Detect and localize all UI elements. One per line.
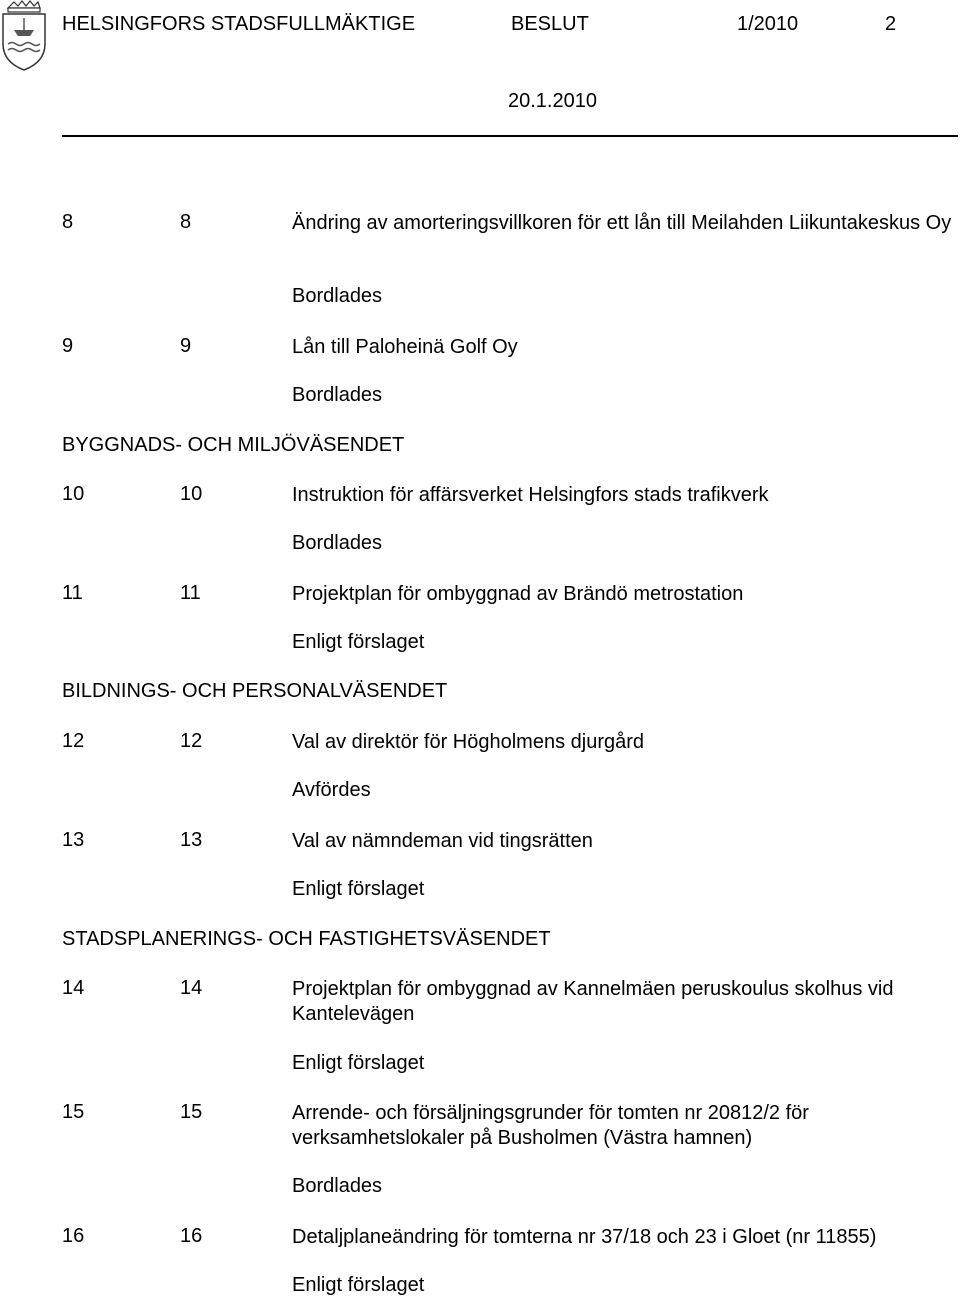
item-section-number: 12 [180,730,203,752]
item-decision: Enligt förslaget [292,1274,425,1296]
header-date: 20.1.2010 [508,90,597,112]
item-section-number: 10 [180,483,203,505]
item-number: 9 [62,335,74,357]
header-document-type: BESLUT [511,13,589,35]
item-section-number: 9 [180,335,192,357]
item-number: 11 [62,582,83,604]
item-decision: Enligt förslaget [292,878,425,900]
item-title: Lån till Paloheinä Golf Oy [292,336,518,358]
item-section-number: 8 [180,211,192,233]
item-section-number: 11 [180,582,201,604]
header-document-number: 1/2010 [737,13,799,35]
item-number: 8 [62,211,74,233]
item-title: Ändring av amorteringsvillkoren för ett lån till Meilahden Liikuntakeskus Oy [292,212,952,234]
item-title: Arrende- och försäljningsgrunder för tomten nr 20812/2 för verksamhetslokaler på Busholmen (Västra hamnen) [292,1102,809,1149]
item-number: 10 [62,483,85,505]
item-title: Detaljplaneändring för tomterna nr 37/18 och 23 i Gloet (nr 11855) [292,1226,877,1248]
item-decision: Enligt förslaget [292,1052,425,1074]
item-decision: Bordlades [292,532,383,554]
item-title: Val av nämndeman vid tingsrätten [292,830,593,852]
item-title: Instruktion för affärsverket Helsingfors stads trafikverk [292,484,769,506]
item-title: Projektplan för ombyggnad av Kannelmäen peruskoulus skolhus vid Kantelevägen [292,978,894,1025]
item-title: Val av direktör för Högholmens djurgård [292,731,645,753]
item-section-number: 16 [180,1225,203,1247]
section-heading: BYGGNADS- OCH MILJÖVÄSENDET [62,434,405,456]
section-heading: BILDNINGS- OCH PERSONALVÄSENDET [62,680,448,702]
item-section-number: 15 [180,1101,203,1123]
item-number: 16 [62,1225,85,1247]
header-page-number: 2 [885,13,897,35]
item-decision: Bordlades [292,384,383,406]
item-number: 14 [62,977,85,999]
item-decision: Avfördes [292,779,371,801]
item-number: 13 [62,829,85,851]
item-title: Projektplan för ombyggnad av Brändö metrostation [292,583,744,605]
header-organization: HELSINGFORS STADSFULLMÄKTIGE [62,13,416,35]
item-decision: Enligt förslaget [292,631,425,653]
item-number: 12 [62,730,85,752]
item-section-number: 13 [180,829,203,851]
header-divider [62,135,958,137]
item-decision: Bordlades [292,285,383,307]
item-decision: Bordlades [292,1175,383,1197]
helsinki-coat-of-arms-logo [0,0,48,72]
item-number: 15 [62,1101,85,1123]
section-heading: STADSPLANERINGS- OCH FASTIGHETSVÄSENDET [62,928,551,950]
item-section-number: 14 [180,977,203,999]
